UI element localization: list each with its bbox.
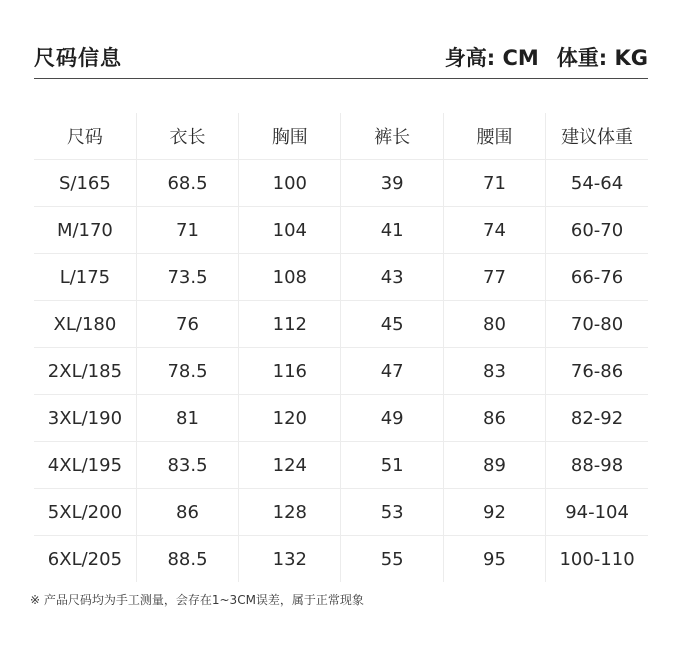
header xyxy=(34,40,648,79)
table-cell: 86 xyxy=(443,395,545,442)
table-cell: 71 xyxy=(136,207,238,254)
table-cell: 68.5 xyxy=(136,160,238,207)
table-cell: 53 xyxy=(341,489,443,536)
table-row xyxy=(34,207,648,254)
table-cell: 73.5 xyxy=(136,254,238,301)
table-cell: 116 xyxy=(239,348,341,395)
table-cell: 82-92 xyxy=(546,395,648,442)
page-title: 尺码信息 xyxy=(34,46,122,70)
table-row xyxy=(34,489,648,536)
table-cell: 83.5 xyxy=(136,442,238,489)
column-header-size: 尺码 xyxy=(66,127,103,148)
table-row xyxy=(34,395,648,442)
table-cell: 112 xyxy=(239,301,341,348)
table-cell: 78.5 xyxy=(136,348,238,395)
table-cell: 94-104 xyxy=(546,489,648,536)
table-cell: 83 xyxy=(443,348,545,395)
weight-unit-label: 体重: KG xyxy=(556,46,648,70)
table-cell: 76-86 xyxy=(546,348,648,395)
column-header-pants-length: 裤长 xyxy=(341,113,443,160)
table-cell: 86 xyxy=(136,489,238,536)
table-cell: 88-98 xyxy=(546,442,648,489)
table-cell: 39 xyxy=(341,160,443,207)
table-cell: 4XL/195 xyxy=(34,442,136,489)
column-header-length: 衣长 xyxy=(136,113,238,160)
column-header-chest: 胸围 xyxy=(239,113,341,160)
table-cell: 2XL/185 xyxy=(34,348,136,395)
table-row xyxy=(34,348,648,395)
table-cell: L/175 xyxy=(34,254,136,301)
height-unit-label: 身高: CM xyxy=(444,46,539,70)
table-cell: 70-80 xyxy=(546,301,648,348)
table-cell: 66-76 xyxy=(546,254,648,301)
table-cell: 92 xyxy=(443,489,545,536)
table-cell: 88.5 xyxy=(136,536,238,583)
table-row xyxy=(34,442,648,489)
table-cell: 100-110 xyxy=(546,536,648,583)
table-cell: 43 xyxy=(341,254,443,301)
table-cell: 77 xyxy=(443,254,545,301)
table-cell: 6XL/205 xyxy=(34,536,136,583)
table-cell: 60-70 xyxy=(546,207,648,254)
table-cell: 71 xyxy=(443,160,545,207)
table-cell: 55 xyxy=(341,536,443,583)
table-row xyxy=(34,301,648,348)
table-cell: M/170 xyxy=(34,207,136,254)
table-row xyxy=(34,536,648,583)
table-cell: 49 xyxy=(341,395,443,442)
table-cell: 120 xyxy=(239,395,341,442)
column-header-waist: 腰围 xyxy=(443,113,545,160)
table-cell: 51 xyxy=(341,442,443,489)
table-cell: 3XL/190 xyxy=(34,395,136,442)
size-table xyxy=(34,113,648,582)
table-cell: 5XL/200 xyxy=(34,489,136,536)
table-cell: 128 xyxy=(239,489,341,536)
table-cell: 41 xyxy=(341,207,443,254)
table-cell: 132 xyxy=(239,536,341,583)
measurement-footnote: ※ 产品尺码均为手工测量，会存在1~3CM误差，属于正常现象 xyxy=(30,593,364,607)
table-cell: 80 xyxy=(443,301,545,348)
table-cell: 95 xyxy=(443,536,545,583)
table-cell: 76 xyxy=(136,301,238,348)
table-cell: 100 xyxy=(239,160,341,207)
table-cell: XL/180 xyxy=(34,301,136,348)
table-cell: 47 xyxy=(341,348,443,395)
table-cell: S/165 xyxy=(34,160,136,207)
table-cell: 124 xyxy=(239,442,341,489)
units-legend xyxy=(445,42,648,72)
table-cell: 89 xyxy=(443,442,545,489)
table-row xyxy=(34,160,648,207)
table-row xyxy=(34,254,648,301)
column-header-weight: 建议体重 xyxy=(546,113,648,160)
table-cell: 45 xyxy=(341,301,443,348)
table-header-row xyxy=(34,113,648,160)
table-cell: 81 xyxy=(136,395,238,442)
table-cell: 74 xyxy=(443,207,545,254)
table-cell: 104 xyxy=(239,207,341,254)
table-cell: 108 xyxy=(239,254,341,301)
table-cell: 54-64 xyxy=(546,160,648,207)
